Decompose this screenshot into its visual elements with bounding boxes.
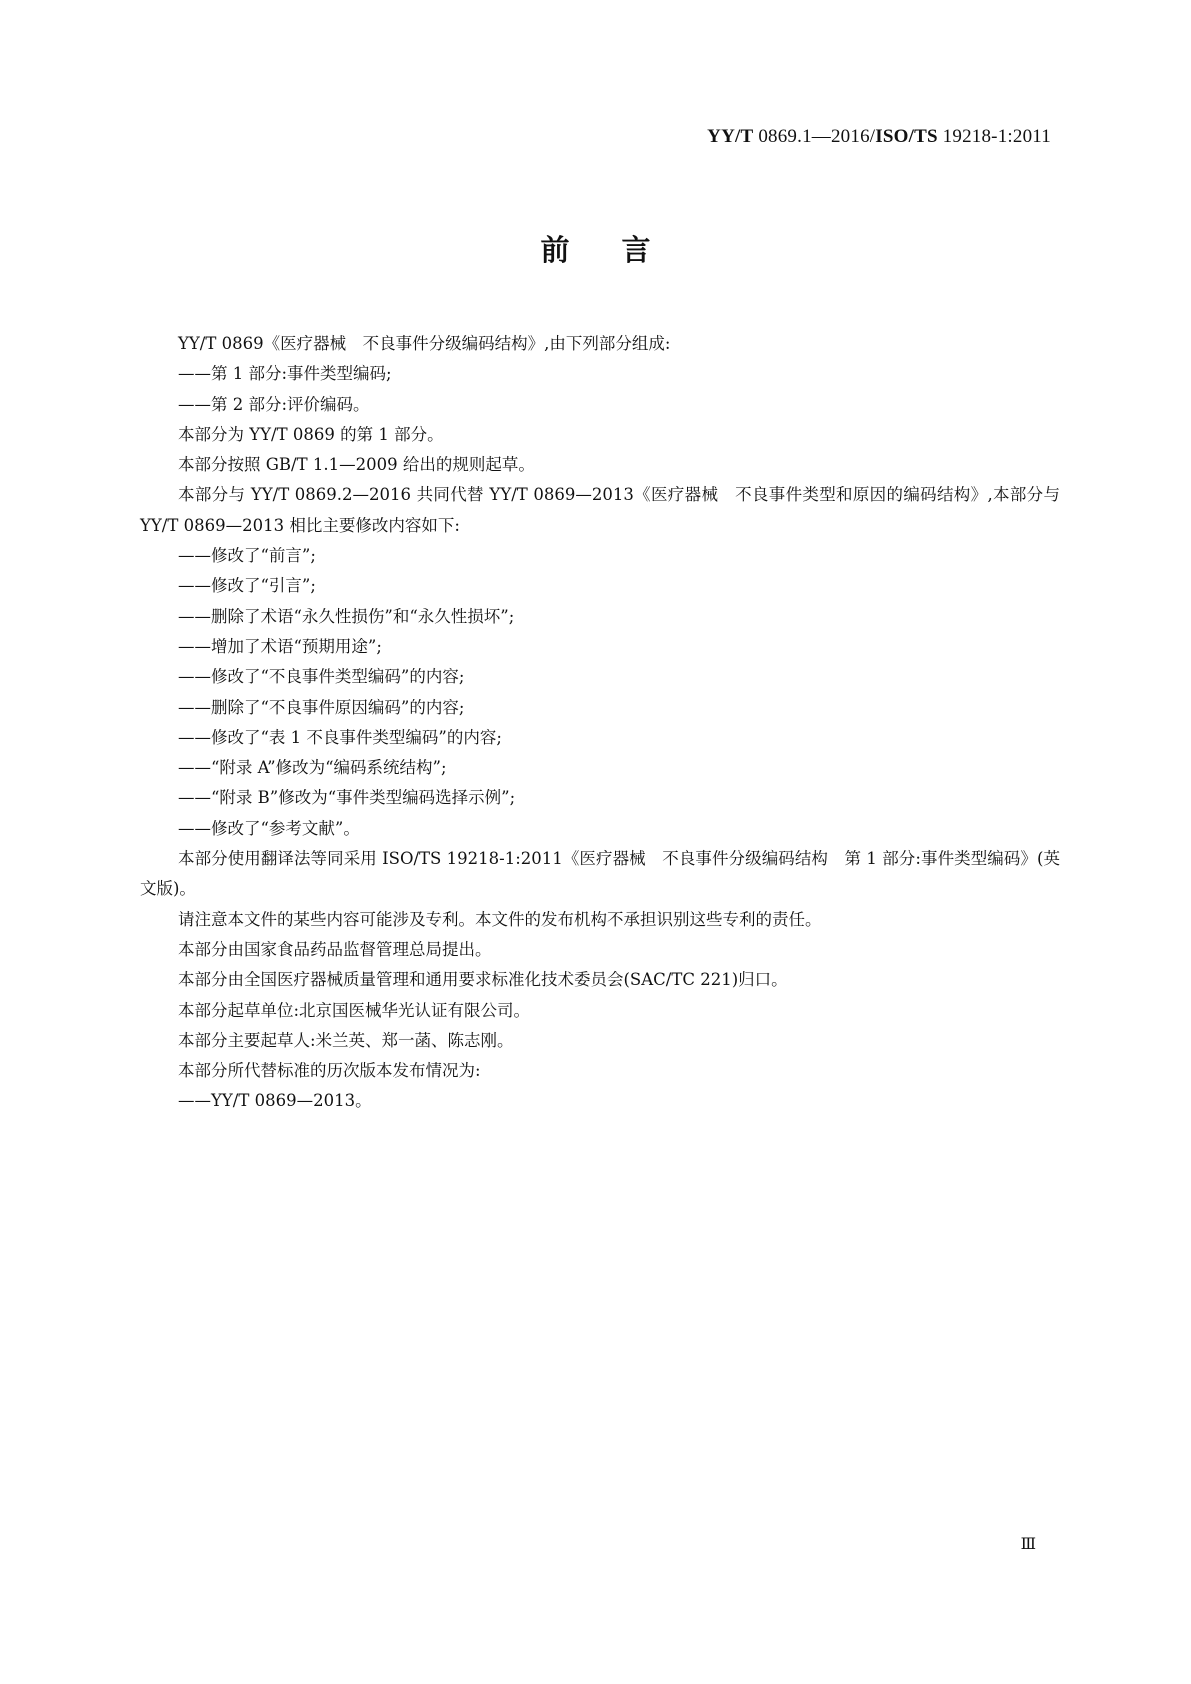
list-item-change-5: ——修改了“不良事件类型编码”的内容;	[178, 667, 465, 687]
paragraph-22: 本部分所代替标准的历次版本发布情况为:	[178, 1061, 481, 1081]
list-item-change-2: ——修改了“引言”;	[178, 576, 316, 596]
list-item-change-8: ——“附录 A”修改为“编码系统结构”;	[178, 758, 447, 778]
paragraph-16: 本部分使用翻译法等同采用 ISO/TS 19218-1:2011《医疗器械 不良事件分级编码结构 第 1 部分:事件类型编码》(英文版)。	[140, 849, 1060, 899]
list-item-change-4: ——增加了术语“预期用途”;	[178, 636, 382, 656]
list-item-change-3: ——删除了术语“永久性损伤”和“永久性损坏”;	[178, 606, 515, 626]
standard-code-suffix: 19218-1:2011	[937, 126, 1051, 147]
standard-code-iso: ISO/TS	[875, 126, 938, 147]
list-item-part-2: ——第 2 部分:评价编码。	[178, 394, 370, 414]
standard-code-header	[707, 126, 1051, 148]
paragraph-21: 本部分主要起草人:米兰英、郑一菡、陈志刚。	[178, 1030, 514, 1050]
foreword-body	[140, 329, 1060, 1117]
paragraph-17: 请注意本文件的某些内容可能涉及专利。本文件的发布机构不承担识别这些专利的责任。	[178, 909, 822, 929]
standard-code-prefix: YY/T	[707, 126, 754, 147]
paragraph-0: YY/T 0869《医疗器械 不良事件分级编码结构》,由下列部分组成:	[178, 334, 671, 353]
paragraph-18: 本部分由国家食品药品监督管理总局提出。	[178, 939, 492, 959]
list-item-change-7: ——修改了“表 1 不良事件类型编码”的内容;	[178, 727, 502, 747]
list-item-change-10: ——修改了“参考文献”。	[178, 818, 360, 838]
list-item-change-9: ——“附录 B”修改为“事件类型编码选择示例”;	[178, 788, 516, 808]
page-number: Ⅲ	[1020, 1536, 1035, 1553]
paragraph-19: 本部分由全国医疗器械质量管理和通用要求标准化技术委员会(SAC/TC 221)归口。	[178, 970, 788, 990]
page-title: 前言	[540, 233, 703, 267]
list-item-change-1: ——修改了“前言”;	[178, 546, 316, 566]
paragraph-5: 本部分与 YY/T 0869.2—2016 共同代替 YY/T 0869—2013《医疗器械 不良事件类型和原因的编码结构》,本部分与 YY/T 0869—2013 相比主要修改内容如下:	[140, 485, 1060, 535]
list-item-part-1: ——第 1 部分:事件类型编码;	[178, 364, 392, 384]
list-item-previous-edition: ——YY/T 0869—2013。	[178, 1091, 372, 1111]
paragraph-3: 本部分为 YY/T 0869 的第 1 部分。	[178, 424, 444, 444]
paragraph-4: 本部分按照 GB/T 1.1—2009 给出的规则起草。	[178, 455, 535, 475]
paragraph-20: 本部分起草单位:北京国医械华光认证有限公司。	[178, 1000, 531, 1020]
standard-code-middle: 0869.1—2016/	[753, 126, 876, 147]
list-item-change-6: ——删除了“不良事件原因编码”的内容;	[178, 697, 465, 717]
